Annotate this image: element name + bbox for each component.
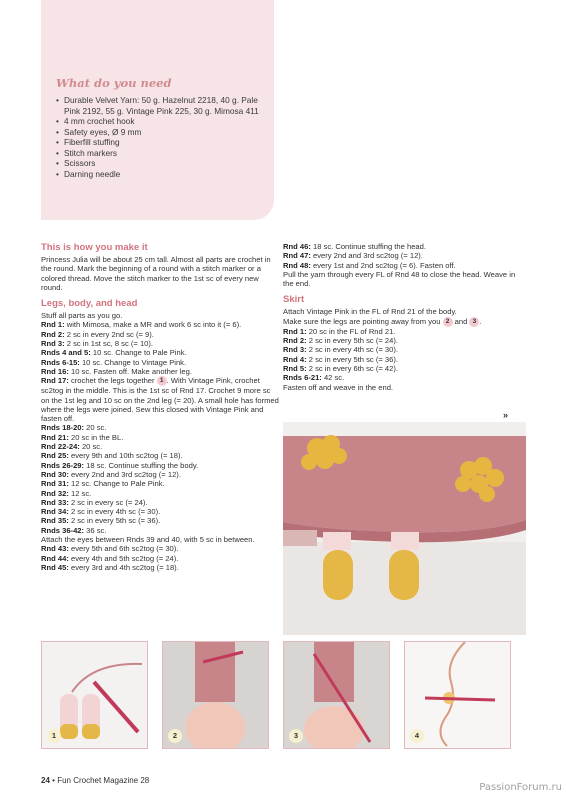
round-line: Rnd 34: 2 sc in every 4th sc (= 30). [41, 507, 161, 517]
legs-heading: Legs, body, and head [41, 298, 138, 310]
right-column [283, 242, 523, 392]
round-line: Rnd 1: 20 sc in the FL of Rnd 21. [283, 326, 396, 336]
step-photo-1 [41, 641, 148, 749]
round-line: Rnd 35: 2 sc in every 5th sc (= 36). [41, 516, 161, 526]
round-line: Rnd 16: 10 sc. Fasten off. Make another leg. [41, 366, 192, 376]
eyes-note: Attach the eyes between Rnds 39 and 40, with 5 sc in between. [41, 535, 255, 545]
round-line: Rnd 3: 2 sc in every 4th sc (= 30). [283, 345, 398, 355]
round-line: Rnd 32: 12 sc. [41, 488, 92, 498]
watermark: PassionForum.ru [479, 782, 562, 793]
round-line: Rnd 31: 12 sc. Change to Pale Pink. [41, 479, 165, 489]
round-line: Rnds 36-42: 36 sc. [41, 525, 107, 535]
list-item: • Durable Velvet Yarn: 50 g. Hazelnut 2218, 40 g. Pale Pink 2192, 55 g. Vintage Pink 225, 30 g. Mimosa 411 [56, 95, 276, 116]
round-line: Rnd 48: every 1st and 2nd sc2tog (= 6). Fasten off. [283, 260, 456, 270]
page-footer: 24 • Fun Crochet Magazine 28 [41, 776, 150, 785]
round-line: Rnds 6-21: 42 sc. [283, 373, 345, 383]
round-line: Rnd 47: every 2nd and 3rd sc2tog (= 12). [283, 251, 423, 261]
round-line: Rnd 4: 2 sc in every 5th sc (= 36). [283, 354, 398, 364]
step-badge: 3 [469, 317, 479, 327]
list-item: • Darning needle [56, 169, 276, 180]
round-line: Rnds 6-15: 10 sc. Change to Vintage Pink. [41, 357, 187, 367]
legs-intro: Stuff all parts as you go. [41, 311, 123, 321]
materials-title: What do you need [56, 76, 172, 90]
round-line: Rnd 5: 2 sc in every 6th sc (= 42). [283, 363, 398, 373]
step-number: 1 [47, 729, 61, 743]
round-line: Rnd 45: every 3rd and 4th sc2tog (= 18). [41, 562, 179, 572]
step-number: 2 [168, 729, 182, 743]
round-line: Rnd 30: every 2nd and 3rd sc2tog (= 12). [41, 469, 181, 479]
step-badge: 1 [157, 376, 167, 386]
skirt-line: Make sure the legs are pointing away from you 2 and 3 . [283, 316, 482, 326]
list-item: • Scissors [56, 158, 276, 169]
list-item: • Safety eyes, Ø 9 mm [56, 127, 276, 138]
list-item: • Stitch markers [56, 148, 276, 159]
doll-photo [283, 422, 526, 635]
round-line: Rnd 21: 20 sc in the BL. [41, 432, 124, 442]
round-line: Rnd 2: 2 sc in every 2nd sc (= 9). [41, 329, 154, 339]
skirt-line: Attach Vintage Pink in the FL of Rnd 21 of the body. [283, 307, 457, 317]
page-number: 24 [41, 776, 50, 785]
howto-text: Princess Julia will be about 25 cm tall. Almost all parts are crochet in the round. Mark the beginning of a round with a stitch marker or a colored thread. Move the stitch marker to the 1st sc of every new round. [41, 255, 271, 292]
round-line: Rnd 2: 2 sc in every 5th sc (= 24). [283, 336, 398, 346]
skirt-heading: Skirt [283, 294, 305, 306]
round-line: Rnd 17: crochet the legs together 1 . With Vintage Pink, crochet sc2tog in the middle. This is the 1st sc of Rnd 17. Crochet 9 more sc on the 1st leg and 10 sc on the 2nd leg (= 20). A small hole has formed where the legs were joined. Sew this closed with Vintage Pink and fasten off. [41, 376, 279, 424]
step-photo-2 [162, 641, 269, 749]
round-line: Rnd 25: every 9th and 10th sc2tog (= 18). [41, 451, 183, 461]
round-line: Rnd 22-24: 20 sc. [41, 442, 103, 452]
round-line: Rnds 4 and 5: 10 sc. Change to Pale Pink. [41, 348, 187, 358]
materials-list [56, 95, 276, 179]
round-line: Rnd 43: every 5th and 6th sc2tog (= 30). [41, 544, 179, 554]
step-badge: 2 [443, 317, 453, 327]
round-line: Rnd 3: 2 sc in 1st sc, 8 sc (= 10). [41, 339, 154, 349]
list-item: • 4 mm crochet hook [56, 116, 276, 127]
magazine-title: Fun Crochet Magazine 28 [57, 776, 150, 785]
list-item: • Fiberfill stuffing [56, 137, 276, 148]
step-photo-4 [404, 641, 511, 749]
round-line: Rnd 1: with Mimosa, make a MR and work 6 sc into it (= 6). [41, 320, 242, 330]
round-line: Rnds 26-29: 18 sc. Continue stuffing the body. [41, 460, 199, 470]
round-line: Rnd 44: every 4th and 5th sc2tog (= 24). [41, 553, 179, 563]
step-photo-3 [283, 641, 390, 749]
round-line: Rnds 18-20: 20 sc. [41, 423, 107, 433]
continue-arrow-icon: » [503, 410, 509, 420]
step-number: 4 [410, 729, 424, 743]
step-number: 3 [289, 729, 303, 743]
round-line: Rnd 46: 18 sc. Continue stuffing the head. [283, 242, 426, 251]
howto-heading: This is how you make it [41, 242, 148, 253]
left-column [41, 242, 281, 572]
skirt-end: Fasten off and weave in the end. [283, 382, 394, 392]
pull-note: Pull the yarn through every FL of Rnd 48 to close the head. Weave in the end. [283, 269, 516, 289]
round-line: Rnd 33: 2 sc in every sc (= 24). [41, 497, 148, 507]
